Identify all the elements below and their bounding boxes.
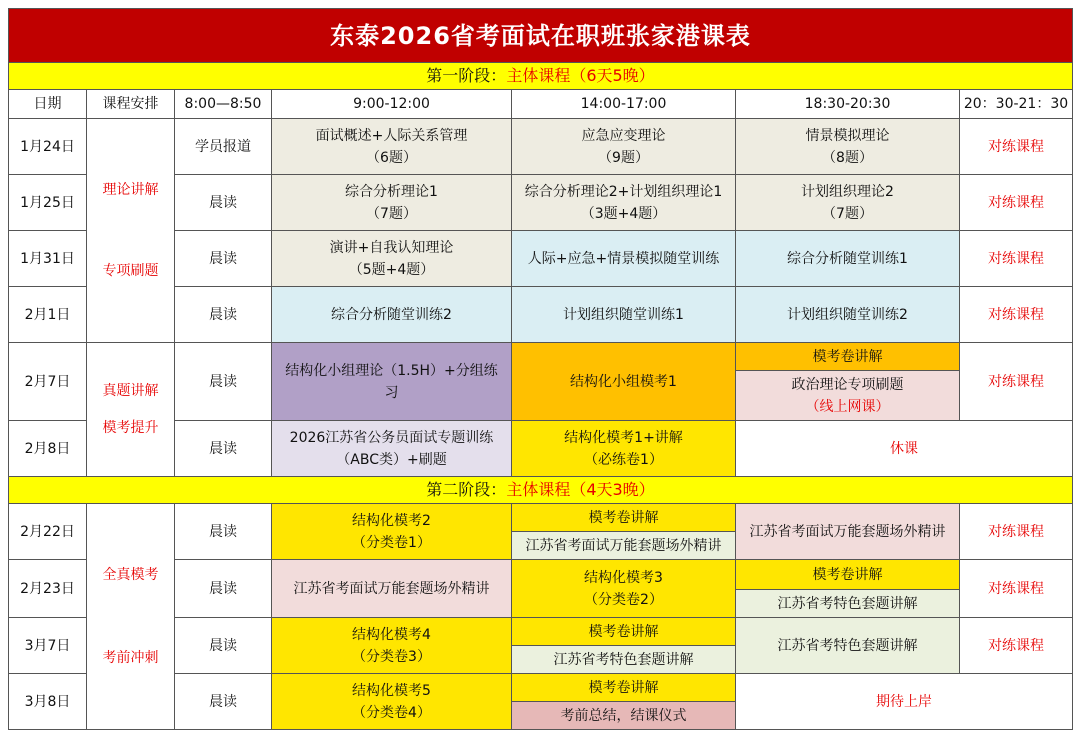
course-cell-line-1: 情景模拟理论 — [805, 127, 890, 144]
course-cell — [271, 230, 512, 287]
course-cell — [511, 701, 736, 730]
header-morning-reading-line-1: 8:00—8:50 — [184, 96, 262, 112]
stage-one-banner — [8, 62, 1073, 90]
date-cell-line-1: 1月31日 — [20, 250, 75, 267]
arrangement-real-exam-line-1: 真题讲解 — [102, 383, 159, 400]
reading-cell-line-1: 晨读 — [209, 194, 237, 211]
header-arrangement-line-1: 课程安排 — [102, 96, 159, 112]
course-cell-line-1: 江苏省考特色套题讲解 — [777, 595, 918, 612]
date-cell — [8, 617, 87, 674]
reading-cell-line-1: 晨读 — [209, 250, 237, 267]
header-arrangement — [86, 89, 175, 119]
arrangement-theory-line-1: 理论讲解 — [102, 181, 159, 198]
reading-cell — [174, 617, 272, 674]
course-cell-line-2: （分类卷3） — [352, 648, 431, 665]
course-cell-line-2: （分类卷2） — [584, 591, 663, 608]
reading-cell — [174, 673, 272, 730]
date-cell-line-1: 1月25日 — [20, 194, 75, 211]
course-cell — [511, 673, 736, 702]
reading-cell-line-1: 晨读 — [209, 693, 237, 710]
date-cell — [8, 118, 87, 175]
course-cell-line-2: （7题） — [366, 205, 417, 222]
course-cell-line-1: 政治理论专项刷题 — [791, 376, 904, 393]
course-cell-line-1: 结构化小组模考1 — [570, 373, 677, 390]
reading-cell-line-1: 晨读 — [209, 373, 237, 390]
arrangement-real-exam — [86, 342, 175, 477]
page-title-line-1: 东泰2026省考面试在职班张家港课表 — [330, 21, 751, 50]
rest-cell-line-1: 期待上岸 — [876, 693, 932, 710]
reading-cell — [174, 118, 272, 175]
date-cell — [8, 342, 87, 421]
header-date — [8, 89, 87, 119]
reading-cell — [174, 342, 272, 421]
course-cell — [511, 531, 736, 560]
night-practice-cell-line-1: 对练课程 — [988, 138, 1044, 155]
course-cell — [511, 286, 736, 343]
night-practice-cell-line-1: 对练课程 — [988, 250, 1044, 267]
course-cell-line-1: 结构化模考5 — [352, 682, 431, 699]
header-date-line-1: 日期 — [33, 96, 62, 112]
date-cell-line-1: 3月8日 — [24, 693, 71, 710]
course-cell — [735, 286, 960, 343]
course-cell-line-1: 面试概述+人际关系管理 — [315, 127, 468, 144]
reading-cell — [174, 286, 272, 343]
course-cell-line-2: （ABC类）+刷题 — [336, 451, 447, 468]
stage-one-banner-main: 主体课程（6天5晚） — [506, 66, 655, 85]
course-cell — [511, 420, 736, 477]
night-practice-cell — [959, 503, 1073, 560]
course-cell-line-1: 江苏省考面试万能套题场外精讲 — [749, 523, 946, 540]
night-practice-cell-line-1: 对练课程 — [988, 194, 1044, 211]
date-cell-line-1: 2月23日 — [20, 580, 75, 597]
header-evening-line-1: 18:30-20:30 — [804, 96, 891, 112]
course-cell-line-1: 结构化模考3 — [584, 569, 663, 586]
course-cell — [511, 645, 736, 674]
night-practice-cell-line-1: 对练课程 — [988, 637, 1044, 654]
course-cell-line-1: 计划组织随堂训练1 — [563, 306, 684, 323]
arrangement-mock-exam — [86, 503, 175, 730]
reading-cell-line-1: 晨读 — [209, 523, 237, 540]
reading-cell-line-1: 晨读 — [209, 306, 237, 323]
course-cell-line-1: 江苏省考特色套题讲解 — [777, 637, 918, 654]
course-cell — [271, 118, 512, 175]
night-practice-cell — [959, 118, 1073, 175]
reading-cell-line-1: 晨读 — [209, 637, 237, 654]
night-practice-cell-line-1: 对练课程 — [988, 523, 1044, 540]
course-cell — [511, 559, 736, 618]
header-afternoon-line-1: 14:00-17:00 — [580, 96, 667, 112]
night-practice-cell — [959, 286, 1073, 343]
night-practice-cell-line-1: 对练课程 — [988, 373, 1044, 390]
course-cell-line-1: 模考卷讲解 — [588, 679, 659, 696]
course-cell — [735, 617, 960, 674]
course-cell — [511, 342, 736, 421]
date-cell — [8, 230, 87, 287]
reading-cell — [174, 559, 272, 618]
course-cell-line-1: 综合分析随堂训练1 — [787, 250, 908, 267]
course-cell-line-2: （9题） — [598, 149, 649, 166]
date-cell-line-1: 2月22日 — [20, 523, 75, 540]
reading-cell-line-1: 晨读 — [209, 580, 237, 597]
course-cell — [735, 118, 960, 175]
course-cell — [271, 174, 512, 231]
course-cell-line-2: （分类卷1） — [352, 534, 431, 551]
header-night-line-1: 20：30-21：30 — [963, 96, 1069, 112]
date-cell — [8, 559, 87, 618]
course-cell — [511, 174, 736, 231]
course-cell-line-1: 计划组织随堂训练2 — [787, 306, 908, 323]
stage-two-banner-prefix: 第二阶段： — [426, 480, 507, 499]
night-practice-cell — [959, 230, 1073, 287]
course-cell — [511, 617, 736, 646]
date-cell — [8, 673, 87, 730]
course-cell — [735, 174, 960, 231]
stage-two-banner — [8, 476, 1073, 504]
date-cell-line-1: 2月1日 — [24, 306, 71, 323]
course-cell-line-1: 江苏省考特色套题讲解 — [553, 651, 694, 668]
reading-cell-line-1: 晨读 — [209, 440, 237, 457]
course-cell-line-1: 2026江苏省公务员面试专题训练 — [289, 429, 494, 446]
course-cell-line-1: 江苏省考面试万能套题场外精讲 — [293, 580, 490, 597]
course-cell-line-1: 江苏省考面试万能套题场外精讲 — [525, 537, 722, 554]
course-cell-line-1: 计划组织理论2 — [801, 183, 894, 200]
date-cell-line-1: 2月8日 — [24, 440, 71, 457]
date-cell — [8, 174, 87, 231]
header-afternoon — [511, 89, 736, 119]
header-morning-line-1: 9:00-12:00 — [353, 96, 430, 112]
arrangement-mock-exam-line-2: 考前冲刺 — [102, 649, 159, 666]
course-cell — [271, 617, 512, 674]
course-cell-line-1: 模考卷讲解 — [812, 348, 883, 365]
course-cell-line-2: （分类卷4） — [352, 704, 431, 721]
course-cell — [735, 342, 960, 371]
arrangement-mock-exam-line-1: 全真模考 — [102, 567, 159, 584]
course-cell-line-2: 习 — [384, 384, 399, 401]
course-cell-line-2: （6题） — [366, 149, 417, 166]
rest-cell — [735, 673, 1073, 730]
course-cell — [271, 286, 512, 343]
reading-cell — [174, 174, 272, 231]
course-cell — [271, 503, 512, 560]
course-cell-line-1: 综合分析理论1 — [345, 183, 438, 200]
course-cell-line-1: 演讲+自我认知理论 — [329, 239, 454, 256]
course-cell — [271, 559, 512, 618]
arrangement-theory-line-2: 专项刷题 — [102, 263, 159, 280]
course-cell-line-2: （必练卷1） — [584, 451, 663, 468]
night-practice-cell — [959, 174, 1073, 231]
course-cell — [511, 503, 736, 532]
reading-cell — [174, 230, 272, 287]
course-cell-line-1: 考前总结，结课仪式 — [560, 707, 687, 724]
rest-cell-line-1: 休课 — [890, 440, 918, 457]
course-cell-line-1: 结构化模考2 — [352, 512, 431, 529]
page-title — [8, 8, 1073, 63]
reading-cell — [174, 420, 272, 477]
course-cell-line-2: （7题） — [822, 205, 873, 222]
course-cell-line-1: 模考卷讲解 — [588, 623, 659, 640]
course-cell — [735, 559, 960, 590]
rest-cell — [735, 420, 1073, 477]
course-cell-line-1: 结构化模考1+讲解 — [564, 429, 683, 446]
date-cell — [8, 503, 87, 560]
course-cell-line-1: 模考卷讲解 — [588, 509, 659, 526]
course-cell-line-2: （线上网课） — [805, 398, 890, 415]
header-morning-reading — [174, 89, 272, 119]
stage-two-banner-main: 主体课程（4天3晚） — [506, 480, 655, 499]
header-night — [959, 89, 1073, 119]
night-practice-cell — [959, 559, 1073, 618]
date-cell-line-1: 3月7日 — [24, 637, 71, 654]
course-cell-line-1: 结构化模考4 — [352, 626, 431, 643]
course-cell-line-1: 结构化小组理论（1.5H）+分组练 — [285, 362, 498, 379]
stage-one-banner-prefix: 第一阶段： — [426, 66, 507, 85]
course-cell-line-1: 应急应变理论 — [581, 127, 666, 144]
date-cell-line-1: 1月24日 — [20, 138, 75, 155]
night-practice-cell-line-1: 对练课程 — [988, 580, 1044, 597]
course-cell-line-2: （5题+4题） — [348, 261, 435, 278]
night-practice-cell — [959, 617, 1073, 674]
course-cell — [511, 118, 736, 175]
reading-cell — [174, 503, 272, 560]
night-practice-cell — [959, 342, 1073, 421]
course-cell — [271, 420, 512, 477]
course-cell-line-1: 综合分析随堂训练2 — [331, 306, 452, 323]
course-cell — [735, 370, 960, 421]
course-cell-line-2: （3题+4题） — [580, 205, 667, 222]
course-cell-line-1: 综合分析理论2+计划组织理论1 — [524, 183, 723, 200]
night-practice-cell-line-1: 对练课程 — [988, 306, 1044, 323]
course-cell — [511, 230, 736, 287]
course-cell — [735, 589, 960, 618]
date-cell-line-1: 2月7日 — [24, 373, 71, 390]
arrangement-real-exam-line-2: 模考提升 — [102, 419, 159, 436]
date-cell — [8, 286, 87, 343]
date-cell — [8, 420, 87, 477]
course-cell-line-1: 人际+应急+情景模拟随堂训练 — [527, 250, 720, 267]
arrangement-theory — [86, 118, 175, 343]
course-cell-line-2: （8题） — [822, 149, 873, 166]
header-evening — [735, 89, 960, 119]
header-morning — [271, 89, 512, 119]
course-cell — [735, 503, 960, 560]
course-cell — [271, 342, 512, 421]
reading-cell-line-1: 学员报道 — [195, 138, 251, 155]
course-cell-line-1: 模考卷讲解 — [812, 566, 883, 583]
course-cell — [735, 230, 960, 287]
course-cell — [271, 673, 512, 730]
